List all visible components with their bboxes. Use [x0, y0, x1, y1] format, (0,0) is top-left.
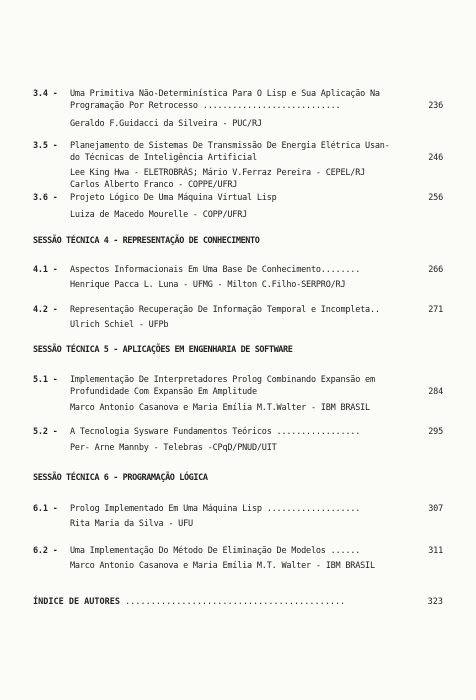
entry-authors-line-1: Lee King Hwa - ELETROBRÁS; Mário V.Ferraz Pereira - CEPEL/RJ — [70, 168, 366, 178]
section-heading-6: SESSÃO TÉCNICA 6 - PROGRAMAÇÃO LÓGICA — [33, 473, 208, 483]
entry-authors: Ulrich Schiel - UFPb — [70, 320, 169, 330]
toc-entry-5-2 — [33, 426, 443, 456]
entry-page-number: 266 — [428, 265, 443, 275]
entry-title-line-1: Planejamento de Sistemas De Transmissão De Energia Elétrica Usan- — [70, 141, 390, 151]
entry-number: 5.2 - — [33, 427, 58, 437]
entry-title-line-1: Representação Recuperação De Informação Temporal e Incompleta.. — [70, 305, 380, 315]
toc-entry-3-6 — [33, 192, 443, 222]
entry-authors: Marco Antonio Casanova e Maria Emília M.T. Walter - IBM BRASIL — [70, 561, 375, 571]
toc-entry-3-4 — [33, 88, 443, 132]
entry-page-number: 307 — [428, 504, 443, 514]
entry-page-number: 271 — [428, 305, 443, 315]
entry-number: 5.1 - — [33, 375, 58, 385]
entry-page-number: 284 — [428, 387, 443, 397]
section-heading-5: SESSÃO TÉCNICA 5 - APLICAÇÕES EM ENGENHARIA DE SOFTWARE — [33, 345, 293, 355]
toc-entry-3-5 — [33, 140, 443, 190]
entry-number: 6.2 - — [33, 546, 58, 556]
entry-number: 3.4 - — [33, 89, 58, 99]
toc-entry-4-2 — [33, 304, 443, 334]
entry-title-line-1: Uma Implementação Do Método De Eliminação De Modelos ...... — [70, 546, 361, 556]
toc-entry-6-1 — [33, 503, 443, 533]
entry-title-line-1: Implementação De Interpretadores Prolog Combinando Expansão em — [70, 375, 375, 385]
entry-number: 6.1 - — [33, 504, 58, 514]
index-page-number: 323 — [427, 597, 443, 607]
entry-authors: Luiza de Macedo Mourelle - COPP/UFRJ — [70, 210, 248, 220]
entry-number: 4.1 - — [33, 265, 58, 275]
entry-number: 4.2 - — [33, 305, 58, 315]
toc-entry-5-1 — [33, 374, 443, 416]
entry-title-line-1: Prolog Implementado Em Uma Máquina Lisp ................... — [70, 504, 361, 514]
entry-page-number: 256 — [428, 193, 443, 203]
index-of-authors-label: ÍNDICE DE AUTORES — [33, 597, 120, 607]
entry-authors: Rita Maria da Silva - UFU — [70, 519, 193, 529]
entry-title-line-1: Uma Primitiva Não-Determinística Para O Lisp e Sua Aplicação Na — [70, 89, 380, 99]
entry-title-line-1: A Tecnologia Sysware Fundamentos Teóricos ................. — [70, 427, 361, 437]
toc-entry-6-2 — [33, 545, 443, 575]
entry-page-number: 295 — [428, 427, 443, 437]
entry-number: 3.6 - — [33, 193, 58, 203]
entry-page-number: 236 — [428, 101, 443, 111]
entry-authors: Per- Arne Mannby - Telebras -CPqD/PNUD/UIT — [70, 443, 277, 453]
entry-authors: Geraldo F.Guidacci da Silveira - PUC/RJ — [70, 119, 262, 129]
entry-authors-line-2: Carlos Alberto Franco - COPPE/UFRJ — [70, 180, 238, 190]
entry-title-line-1: Aspectos Informacionais Em Uma Base De Conhecimento........ — [70, 265, 361, 275]
entry-page-number: 311 — [428, 546, 443, 556]
entry-authors: Marco Antonio Casanova e Maria Emília M.T.Walter - IBM BRASIL — [70, 403, 370, 413]
index-leader-dots: ........................................... — [125, 597, 346, 607]
entry-title-line-2: Programação Por Retrocesso ............................ — [70, 101, 341, 111]
entry-title-line-2: do Técnicas de Inteligência Artificial — [70, 153, 257, 163]
index-of-authors-row — [33, 597, 443, 611]
entry-page-number: 246 — [428, 153, 443, 163]
entry-title-line-1: Projeto Lógico De Uma Máquina Virtual Lisp — [70, 193, 277, 203]
section-heading-4: SESSÃO TÉCNICA 4 - REPRESENTAÇÃO DE CONHECIMENTO — [33, 236, 260, 246]
entry-title-line-2: Profundidade Com Expansão Em Amplitude — [70, 387, 257, 397]
toc-entry-4-1 — [33, 264, 443, 294]
entry-authors: Henrique Pacca L. Luna - UFMG - Milton C.Filho-SERPRO/RJ — [70, 280, 346, 290]
entry-number: 3.5 - — [33, 141, 58, 151]
